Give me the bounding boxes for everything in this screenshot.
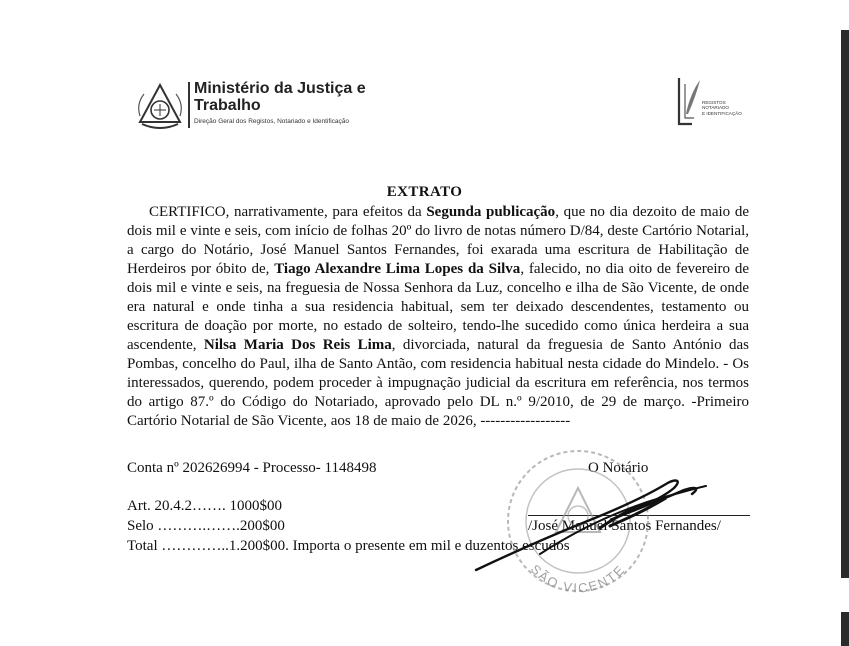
document-body — [127, 203, 749, 431]
deceased-name: Tiago Alexandre Lima Lopes da Silva — [274, 261, 521, 277]
scan-edge — [841, 30, 849, 578]
registos-logo — [676, 74, 776, 130]
notario-label: O Notário — [588, 460, 649, 476]
fee-art-line: Art. 20.4.2……. 1000$00 — [127, 498, 282, 514]
fee-total-line: Total …………..1.200$00. Importa o presente em mil e duzentos escudos — [127, 538, 570, 554]
registos-feather-icon — [676, 74, 702, 128]
body-text-part3: , falecido, no dia oito de fevereiro de dois mil e vinte e seis, na freguesia de Nossa Senhora da Luz, concelho e ilha de São Vicente, de onde era natural e onde tinha a sua residencia habitual, sem ter deixado descendentes, testamento ou escritura de doação por morte, no estado de solteiro, tendo-lhe sucedido como única herdeira a sua ascendente, — [127, 261, 749, 353]
signer-name: /José Manuel Santos Fernandes/ — [528, 518, 721, 534]
heir-name: Nilsa Maria Dos Reis Lima — [203, 337, 392, 353]
registos-label-line3: E IDENTIFICAÇÃO — [702, 110, 742, 116]
ministry-logo — [136, 80, 376, 134]
stamp-text: SÃO VICENTE — [527, 561, 629, 596]
cabo-verde-emblem-icon — [136, 82, 184, 132]
document-title: EXTRATO — [386, 184, 463, 200]
svg-text:SÃO VICENTE — [528, 561, 629, 595]
body-paragraph — [127, 203, 749, 431]
registos-label-line1: REGISTOS — [702, 100, 726, 105]
registos-label — [702, 100, 762, 116]
registos-label-line2: NOTARIADO — [702, 105, 729, 111]
certifico-text: CERTIFICO, narrativamente, para efeitos da — [149, 204, 427, 220]
body-text-part4: , divorciada, natural da freguesia de Santo António das Pombas, concelho do Paul, ilha de Santo Antão, com residencia habitual nesta cidade do Mindelo. - Os interessados, querendo, podem proceder à impugnação judicial da escritura em referência, nos termos do artigo 87.º do Código do Notariado, aprovado pelo DL n.º 9/2010, de 29 de março. -Primeiro Cartório Notarial de São Vicente, aos 18 de maio de 2026, ------------------ — [127, 337, 749, 429]
ministry-name-line1: Ministério da Justiça e — [194, 80, 366, 97]
fee-selo-line: Selo ……….…….200$00 — [127, 518, 285, 534]
ministry-name-line2: Trabalho — [194, 97, 261, 114]
body-text-part2: , que no dia dezoito de maio de dois mil e vinte e seis, com início de folhas 20º do livro de notas número D/84, deste Cartório Notarial, a cargo do Notário, José Manuel Santos Fernandes, foi exarada uma escritura de Habilitação de Herdeiros por óbito de, — [127, 204, 749, 277]
publication-type: Segunda publicação — [426, 204, 556, 220]
scan-edge-lower — [841, 612, 849, 646]
ministry-subtitle: Direção Geral dos Registos, Notariado e Identificação — [194, 118, 349, 125]
signature-line — [528, 515, 750, 516]
conta-processo: Conta nº 202626994 - Processo- 1148498 — [127, 460, 377, 476]
logo-divider — [188, 82, 190, 128]
